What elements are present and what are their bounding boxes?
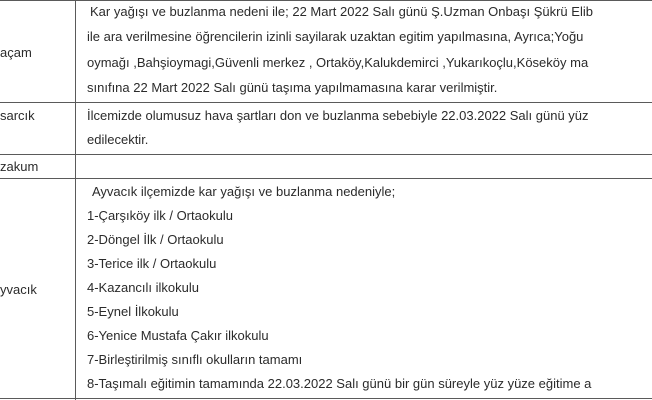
list-item: 2-Döngel İlk / Ortaokulu xyxy=(87,232,224,247)
row-text-line: ile ara verilmesine öğrencilerin izinli sayilarak uzaktan egitim yapılmasına, Ayrıca;Yoğu xyxy=(87,29,584,44)
list-item: 7-Birleştirilmiş sınıflı okulların tamamı xyxy=(87,352,303,367)
row-text-line: Ayvacık ilçemizde kar yağışı ve buzlanma nedeniyle; xyxy=(92,184,396,199)
row-text-line: oymağı ,Bahşioymagi,Güvenli merkez , Ortaköy,Kalukdemirci ,Yukarıkoçlu,Köseköy ma xyxy=(87,55,589,70)
row-divider xyxy=(0,398,652,399)
row-text-line: İlcemizde olumusuz hava şartları don ve buzlanma sebebiyle 22.03.2022 Salı günü yüz xyxy=(87,108,589,123)
column-divider xyxy=(75,0,76,400)
list-item: 4-Kazancılı ilkokulu xyxy=(87,280,199,295)
row-text-line: edilecektir. xyxy=(87,132,149,147)
row-text-line: sınıfına 22 Mart 2022 Salı günü taşıma yapılmamasına karar verilmiştir. xyxy=(87,80,498,95)
list-item: 6-Yenice Mustafa Çakır ilkokulu xyxy=(87,328,269,343)
list-item: 5-Eynel İlkokulu xyxy=(87,304,179,319)
list-item: 8-Taşımalı eğitimin tamamında 22.03.2022 Salı günü bir gün süreyle yüz yüze eğitime a xyxy=(87,376,592,391)
row-divider xyxy=(0,0,652,1)
row-divider xyxy=(0,102,652,103)
district-label: açam xyxy=(0,45,32,60)
district-label: sarcık xyxy=(0,108,35,123)
district-label: zakum xyxy=(0,159,39,174)
row-divider xyxy=(0,178,652,179)
row-text-line: Kar yağışı ve buzlanma nedeni ile; 22 Mart 2022 Salı günü Ş.Uzman Onbaşı Şükrü Elib xyxy=(90,4,593,19)
row-divider xyxy=(0,154,652,155)
list-item: 1-Çarşıköy ilk / Ortaokulu xyxy=(87,208,233,223)
list-item: 3-Terice ilk / Ortaokulu xyxy=(87,256,217,271)
district-label: yvacık xyxy=(0,282,37,297)
